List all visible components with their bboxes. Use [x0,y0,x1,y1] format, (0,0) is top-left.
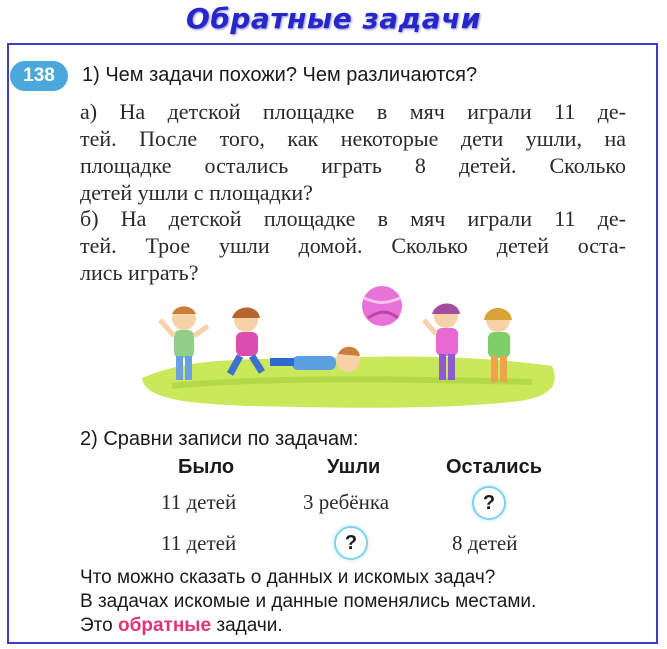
unknown-value-marker: ? [334,526,368,560]
conclusion-answer: В задачах искомые и данные поменялись местами. [80,591,537,612]
problem-a-line: а) На детской площадке в мяч играли 11 де- [80,99,626,124]
table-cell: 3 ребёнка [303,490,390,514]
children-playing-ball-illustration [132,286,562,416]
problem-b-line: лись играть? [80,260,199,285]
conclusion-suffix: задачи. [211,615,283,636]
highlighted-term: обратные [118,615,212,636]
column-header-was: Было [178,456,235,478]
ball [362,286,402,326]
column-header-remained: Остались [446,456,543,478]
question-2: 2) Сравни записи по задачам: [80,428,359,450]
conclusion-summary [80,615,283,637]
problem-a-line: площадке остались играть 8 детей. Сколько [80,153,626,178]
problem-a-line: тей. После того, как некоторые дети ушли, на [80,126,626,151]
page-header [0,2,667,40]
problem-b [80,205,626,286]
task-number-badge: 138 [10,61,68,91]
table-cell: 11 детей [161,531,237,555]
conclusion-question: Что можно сказать о данных и искомых задач? [80,567,496,588]
problem-a [80,98,626,206]
column-header-left: Ушли [327,456,381,478]
problem-b-line: б) На детской площадке в мяч играли 11 де- [80,206,626,231]
problem-a-line: детей ушли с площадки? [80,180,313,205]
conclusion-prefix: Это [80,615,118,636]
unknown-value-marker: ? [472,486,506,520]
table-cell: 8 детей [452,531,518,555]
page-title: Обратные задачи [186,2,481,35]
question-1: 1) Чем задачи похожи? Чем различаются? [82,64,478,86]
problem-b-line: тей. Трое ушли домой. Сколько детей оста- [80,233,626,258]
table-cell: 11 детей [161,490,237,514]
